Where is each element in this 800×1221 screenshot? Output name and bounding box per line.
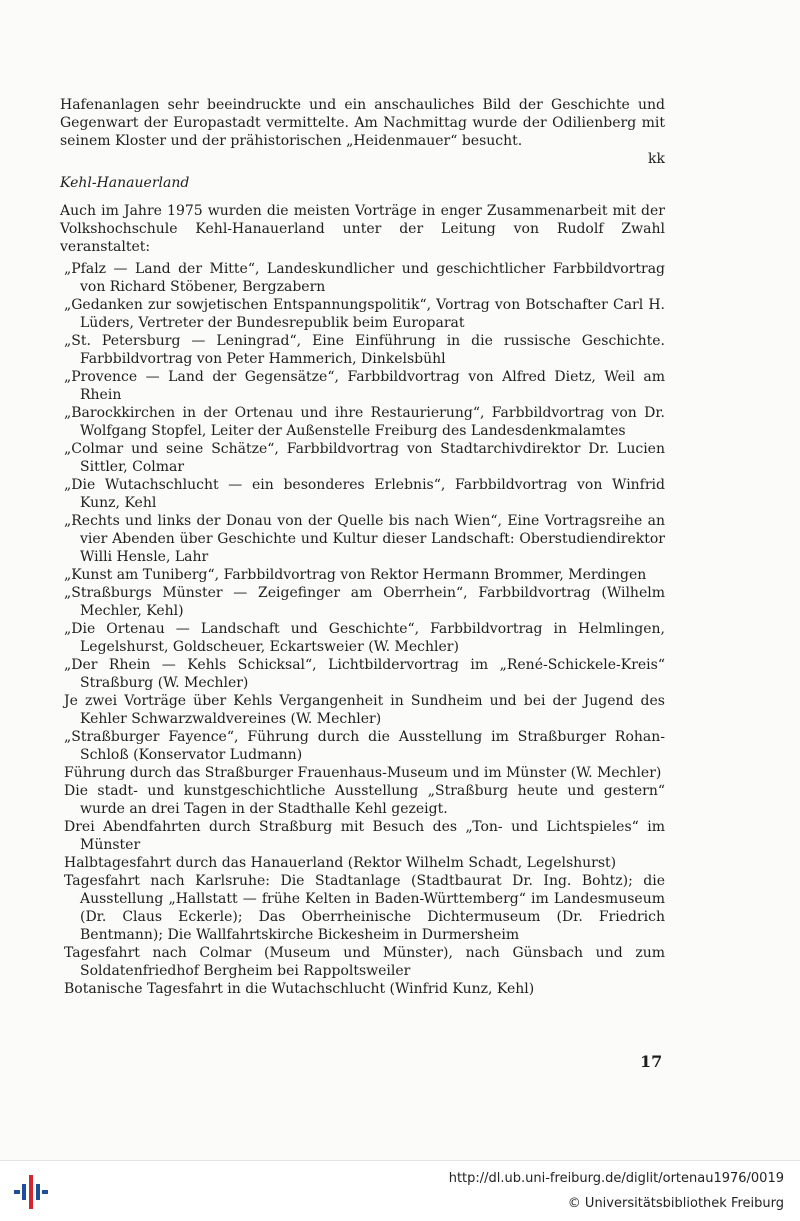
list-item: Je zwei Vorträge über Kehls Vergangenheit in Sundheim und bei der Jugend des Kehler Schwarzwaldvereines (W. Mechler) <box>64 693 665 727</box>
list-item: Tagesfahrt nach Karlsruhe: Die Stadtanlage (Stadtbaurat Dr. Ing. Bohtz); die Ausstellung „Hallstatt — frühe Kelten in Baden-Württemberg“ im Landesmuseum (Dr. Claus Eckerle); Das Oberrheinische Dichtermuseum (Dr. Friedrich Bentmann); Die Wallfahrtskirche Bickesheim in Durmersheim <box>64 873 665 943</box>
page-text <box>60 96 665 998</box>
list-item: „Rechts und links der Donau von der Quelle bis nach Wien“, Eine Vortragsreihe an vier Abenden über Geschichte und Kultur dieser Landschaft: Oberstudiendirektor Willi Hensle, Lahr <box>64 513 665 565</box>
list-item: „Gedanken zur sowjetischen Entspannungspolitik“, Vortrag von Botschafter Carl H. Lüders, Vertreter der Bundesrepublik beim Europarat <box>64 297 665 331</box>
list-item: „Der Rhein — Kehls Schicksal“, Lichtbildervortrag im „René-Schickele-Kreis“ Straßburg (W. Mechler) <box>64 657 665 691</box>
list-item: „Straßburgs Münster — Zeigefinger am Oberrhein“, Farbbildvortrag (Wilhelm Mechler, Kehl) <box>64 585 665 619</box>
viewer-footer <box>0 1160 800 1221</box>
list-item: Führung durch das Straßburger Frauenhaus-Museum und im Münster (W. Mechler) <box>64 765 662 781</box>
intro-paragraph: Hafenanlagen sehr beeindruckte und ein anschauliches Bild der Geschichte und Gegenwart der Europastadt vermittelte. Am Nachmittag wurde der Odilienberg mit seinem Kloster und der prähistorischen „Heidenmauer“ besucht. <box>60 97 665 149</box>
list-item: „Die Wutachschlucht — ein besonderes Erlebnis“, Farbbildvortrag von Winfrid Kunz, Kehl <box>64 477 665 511</box>
list-item: Botanische Tagesfahrt in die Wutachschlucht (Winfrid Kunz, Kehl) <box>64 981 535 997</box>
list-item: Tagesfahrt nach Colmar (Museum und Münster), nach Günsbach und zum Soldatenfriedhof Bergheim bei Rappoltsweiler <box>64 945 665 979</box>
list-item: „Kunst am Tuniberg“, Farbbildvortrag von Rektor Hermann Brommer, Merdingen <box>64 567 647 583</box>
list-item: „St. Petersburg — Leningrad“, Eine Einführung in die russische Geschichte. Farbbildvortrag von Peter Hammerich, Dinkelsbühl <box>64 333 665 367</box>
copyright-notice: © Universitätsbibliothek Freiburg <box>567 1196 784 1211</box>
list-item: „Die Ortenau — Landschaft und Geschichte“, Farbbildvortrag in Helmlingen, Legelshurst, Goldscheuer, Eckartsweier (W. Mechler) <box>64 621 665 655</box>
list-item: Die stadt- und kunstgeschichtliche Ausstellung „Straßburg heute und gestern“ wurde an drei Tagen in der Stadthalle Kehl gezeigt. <box>64 783 665 817</box>
permalink-url[interactable]: http://dl.ub.uni-freiburg.de/diglit/ortenau1976/0019 <box>448 1171 784 1186</box>
section-heading: Kehl-Hanauerland <box>60 175 190 191</box>
list-item: „Pfalz — Land der Mitte“, Landeskundlicher und geschichtlicher Farbbildvortrag von Richard Stöbener, Bergzabern <box>64 261 665 295</box>
author-signature: kk <box>648 151 665 167</box>
section-intro: Auch im Jahre 1975 wurden die meisten Vorträge in enger Zusammenarbeit mit der Volkshochschule Kehl-Hanauerland unter der Leitung von Rudolf Zwahl veranstaltet: <box>60 203 665 255</box>
page-number: 17 <box>640 1052 663 1071</box>
list-item: „Colmar und seine Schätze“, Farbbildvortrag von Stadtarchivdirektor Dr. Lucien Sittler, Colmar <box>64 441 665 475</box>
ub-freiburg-logo-icon <box>10 1169 52 1213</box>
list-item: Halbtagesfahrt durch das Hanauerland (Rektor Wilhelm Schadt, Legelshurst) <box>64 855 617 871</box>
list-item: Drei Abendfahrten durch Straßburg mit Besuch des „Ton- und Lichtspieles“ im Münster <box>64 819 665 853</box>
list-item: „Provence — Land der Gegensätze“, Farbbildvortrag von Alfred Dietz, Weil am Rhein <box>64 369 665 403</box>
list-item: „Barockkirchen in der Ortenau und ihre Restaurierung“, Farbbildvortrag von Dr. Wolfgang Stopfel, Leiter der Außenstelle Freiburg des Landesdenkmalamtes <box>64 405 665 439</box>
list-item: „Straßburger Fayence“, Führung durch die Ausstellung im Straßburger Rohan-Schloß (Konservator Ludmann) <box>64 729 665 763</box>
entry-list <box>60 260 665 998</box>
